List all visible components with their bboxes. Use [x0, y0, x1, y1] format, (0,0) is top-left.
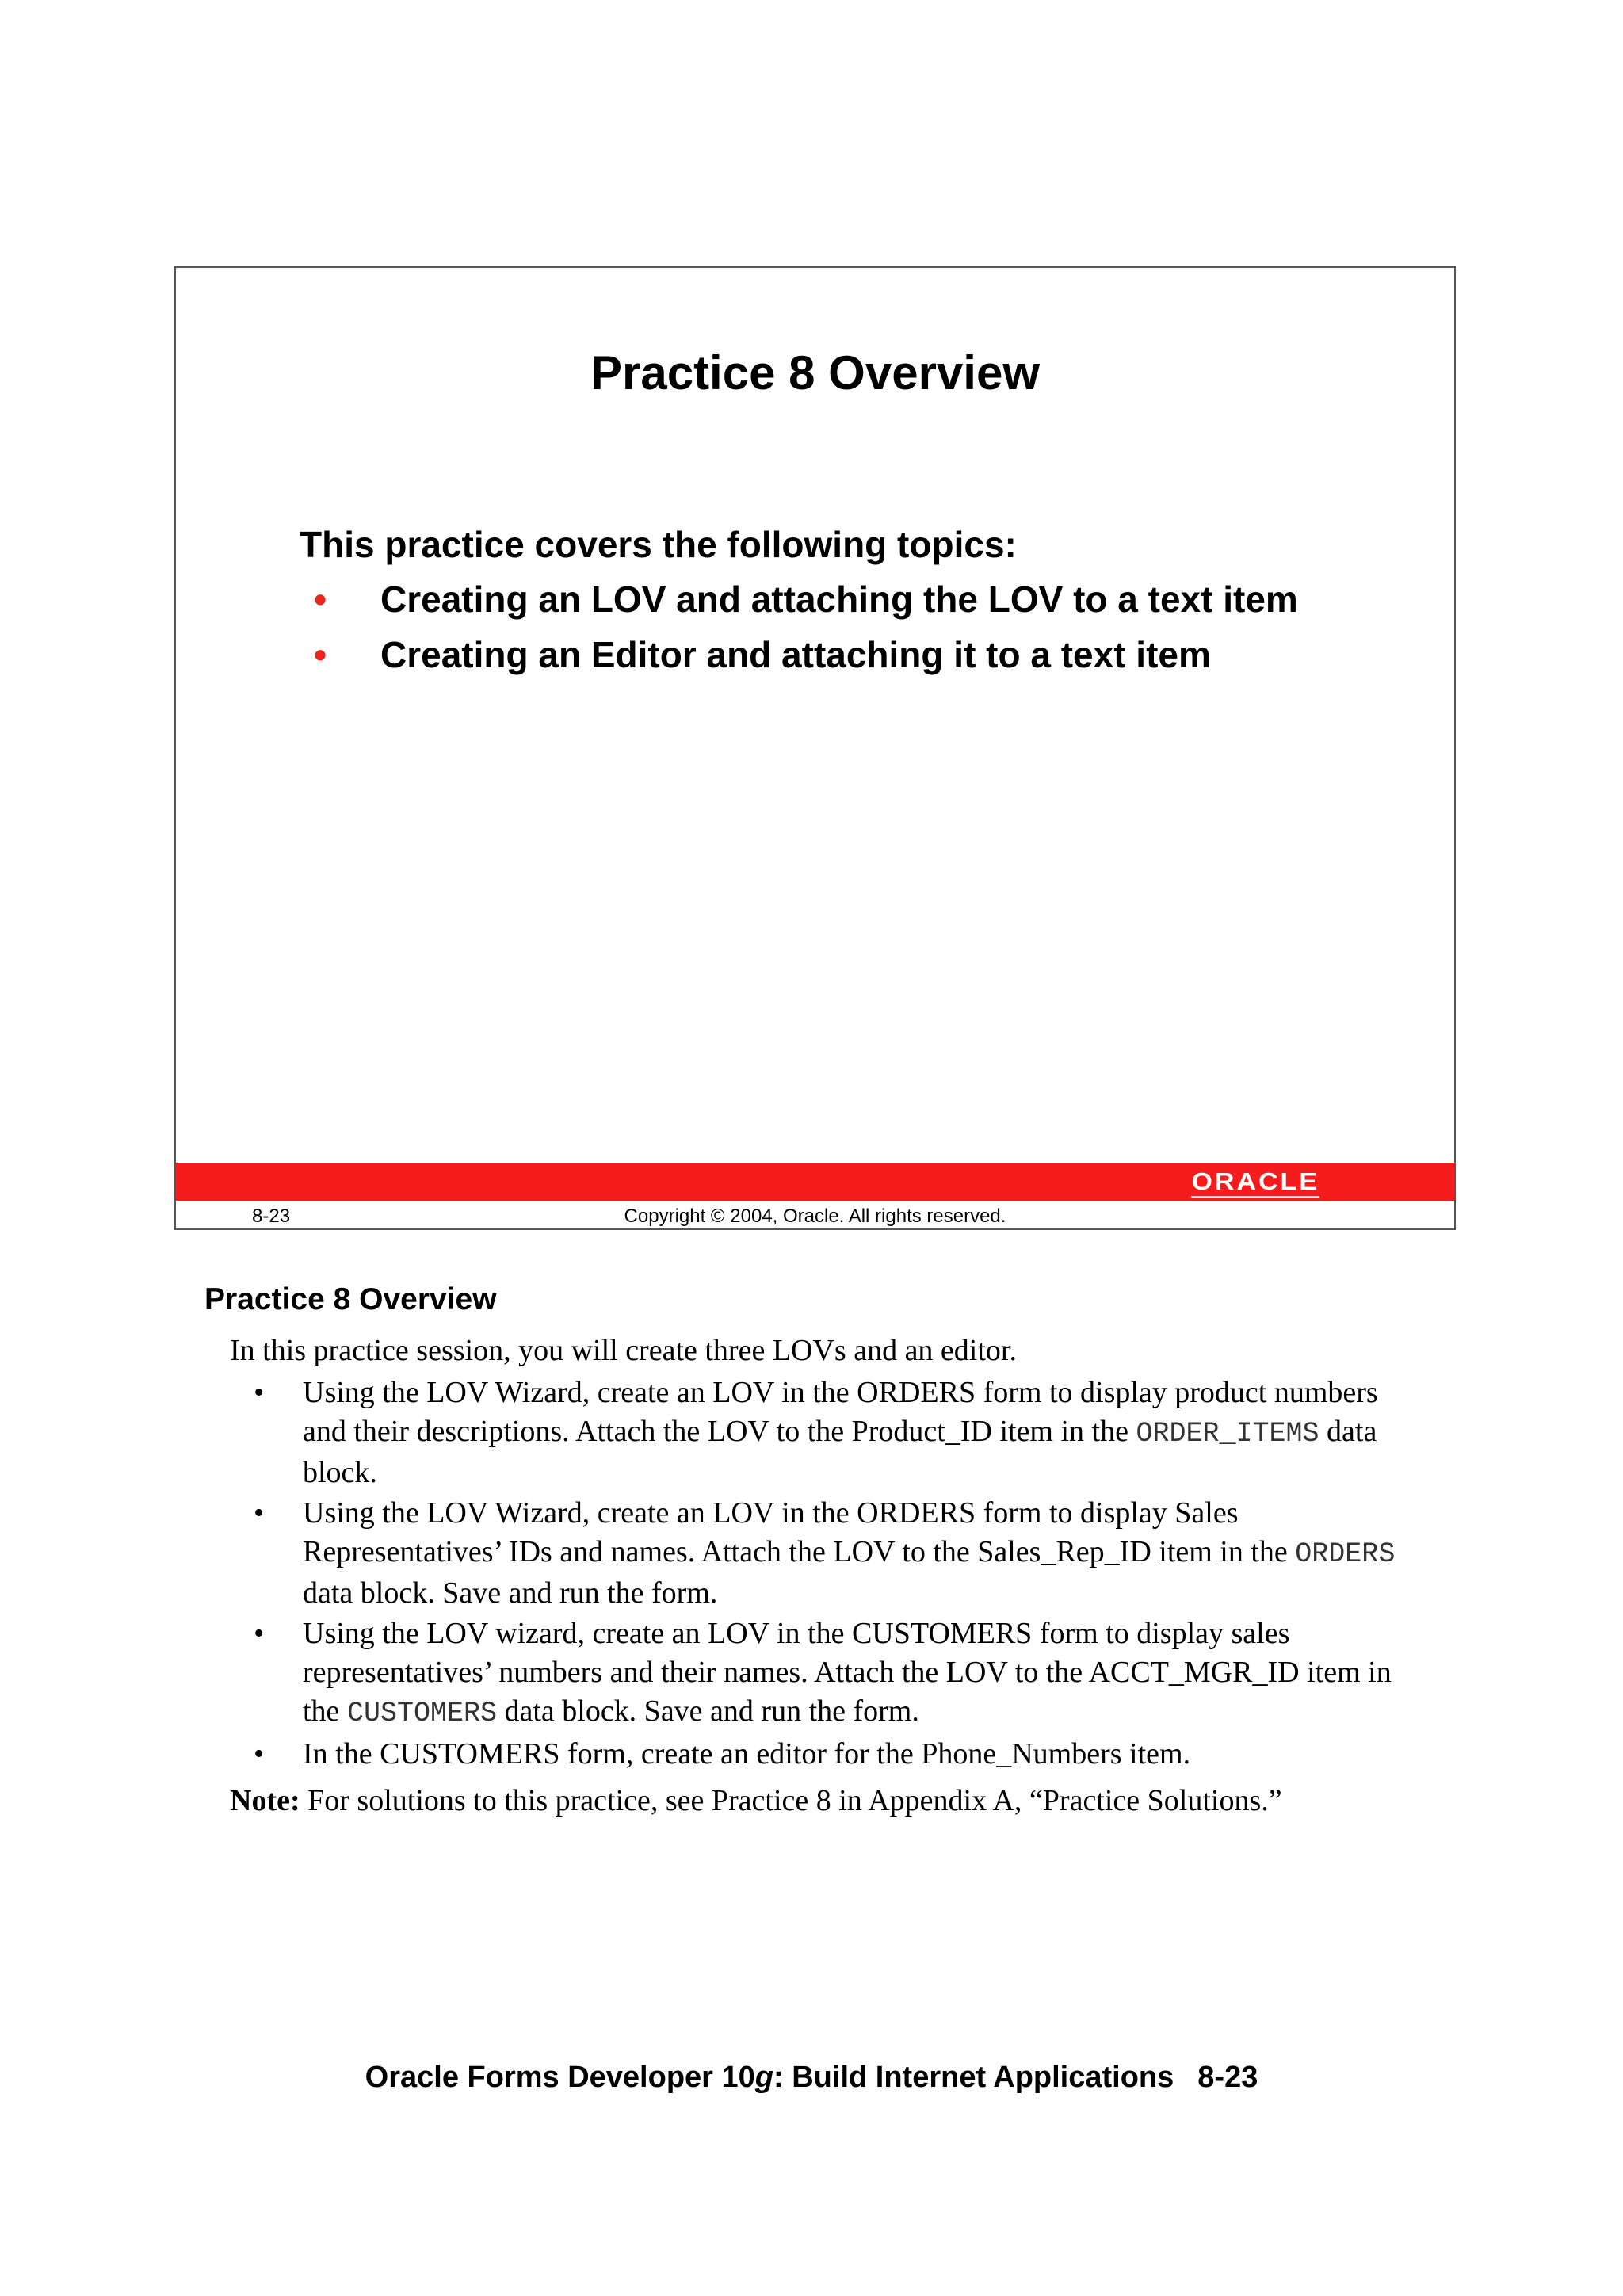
list-item: [230, 1614, 1425, 1733]
bullet-icon: •: [254, 1737, 265, 1771]
notes-intro: In this practice session, you will create three LOVs and an editor.: [230, 1334, 1017, 1367]
list-item: [230, 1373, 1425, 1492]
slide-copyright: Copyright © 2004, Oracle. All rights reserved.: [624, 1205, 1006, 1227]
slide-footer: [176, 1201, 1454, 1230]
slide-title: Practice 8 Overview: [590, 346, 1041, 399]
code-term: ORDER_ITEMS: [1136, 1418, 1319, 1450]
slide: [174, 266, 1456, 1230]
slide-bullet-text: Creating an Editor and attaching it to a text item: [380, 634, 1211, 675]
notes-body: [230, 1331, 1425, 1820]
bullet-icon: •: [254, 1496, 265, 1530]
slide-intro: This practice covers the following topics:: [300, 524, 1017, 565]
footer-title-pre: Oracle Forms Developer 10: [365, 2061, 755, 2094]
notes-item-text: Using the LOV Wizard, create an LOV in the ORDERS form to display Sales Representatives’ IDs and names. Attach the LOV to the Sales_Rep_ID item in the: [303, 1496, 1296, 1568]
oracle-logo: ORACLE: [1191, 1167, 1319, 1198]
slide-bullet-text: Creating an LOV and attaching the LOV to a text item: [380, 579, 1298, 620]
oracle-red-bar: [176, 1163, 1454, 1201]
page-footer: [0, 2061, 1623, 2095]
footer-title-italic: g: [754, 2061, 774, 2094]
notes-item-text: Using the LOV Wizard, create an LOV in the ORDERS form to display product numbers and their descriptions. Attach the LOV to the Product_ID item in the: [303, 1376, 1378, 1448]
notes-item-text-end: data block.: [303, 1415, 1377, 1489]
list-item: [230, 1735, 1425, 1774]
notes-item-text: In the CUSTOMERS form, create an editor for the Phone_Numbers item.: [303, 1737, 1191, 1771]
notes-item-text: Using the LOV wizard, create an LOV in the CUSTOMERS form to display sales representatives’ numbers and their names. Attach the LOV to the ACCT_MGR_ID item in the: [303, 1617, 1392, 1728]
notes-item-text-end: data block. Save and run the form.: [496, 1694, 919, 1728]
notes-section: [204, 1282, 1425, 1820]
footer-title-post: : Build Internet Applications: [773, 2061, 1174, 2094]
bullet-icon: •: [254, 1376, 265, 1409]
code-term: CUSTOMERS: [346, 1698, 497, 1729]
slide-bullet: [300, 575, 1298, 623]
slide-bullet-list: [300, 575, 1298, 686]
code-term: ORDERS: [1295, 1538, 1396, 1570]
bullet-icon: •: [314, 579, 327, 620]
note-text: For solutions to this practice, see Practice 8 in Appendix A, “Practice Solutions.”: [300, 1784, 1282, 1817]
footer-page-number: 8-23: [1197, 2061, 1258, 2094]
notes-list: [230, 1373, 1425, 1774]
notes-heading: Practice 8 Overview: [204, 1282, 497, 1316]
list-item: [230, 1494, 1425, 1613]
note-label: Note:: [230, 1784, 300, 1817]
slide-page-number: 8-23: [252, 1205, 291, 1227]
bullet-icon: •: [314, 634, 327, 675]
notes-item-text-end: data block. Save and run the form.: [303, 1576, 718, 1610]
bullet-icon: •: [254, 1617, 265, 1650]
note-line: [230, 1782, 1425, 1820]
slide-bullet: [300, 631, 1298, 678]
